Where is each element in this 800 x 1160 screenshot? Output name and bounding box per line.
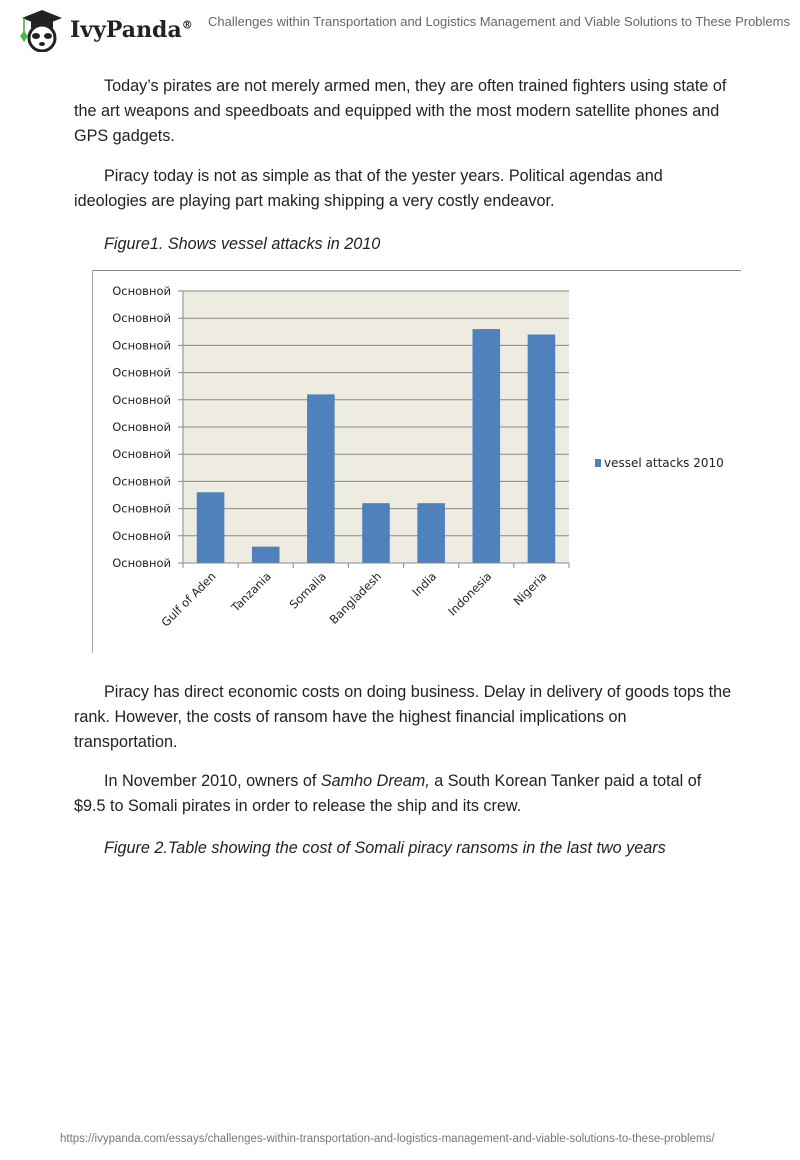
x-tick-label: Somalia [286,569,329,612]
paragraph [74,769,734,819]
ship-name: Samho Dream, [320,772,430,790]
y-tick-label: Основной [112,420,171,434]
chart-svg [93,271,741,653]
x-tick-label: Bangladesh [326,569,385,627]
document-title: Challenges within Transportation and Logistics Management and Viable Solutions to These Problems [208,14,790,29]
y-tick-label: Основной [112,474,171,489]
legend-swatch [595,459,601,467]
figure1-caption: Figure1. Shows vessel attacks in 2010 [104,235,381,253]
x-tick-label: Gulf of Aden [158,569,219,630]
x-tick-label: Nigeria [510,569,550,609]
paragraph: Today’s pirates are not merely armed men, they are often trained fighters using state of the art weapons and speedboats and equipped with the most modern satellite phones and GPS gadgets. [74,77,727,145]
bar [417,503,445,563]
bar [197,492,225,563]
bar [252,547,280,563]
y-tick-label: Основной [112,501,171,516]
bar [307,394,335,563]
panda-graduate-icon [18,8,64,52]
x-tick-label: Tanzania [228,569,274,615]
x-tick-label: India [409,569,440,600]
paragraph: Piracy today is not as simple as that of the yester years. Political agendas and ideologies are playing part making shipping a very costly endeavor. [74,167,663,210]
paragraph: Piracy has direct economic costs on doing business. Delay in delivery of goods tops the rank. However, the costs of ransom have the highest financial implications on transportation. [74,683,732,751]
paragraph-text: In November 2010, owners of [104,772,321,790]
bar [473,329,501,563]
y-tick-label: Основной [112,284,171,298]
y-tick-label: Основной [112,528,171,543]
footer-url[interactable]: https://ivypanda.com/essays/challenges-within-transportation-and-logistics-management-and-viable-solutions-to-these-problems/ [60,1133,715,1145]
registered-mark: ® [181,18,193,32]
x-tick-label: Indonesia [445,569,495,619]
paragraph-text: a South Korean Tanker paid a total of $9.5 to Somali pirates in order to release the ship and its crew. [74,772,702,815]
bar [362,503,390,563]
vessel-attacks-chart [92,270,741,653]
figure2-caption: Figure 2.Table showing the cost of Somali piracy ransoms in the last two years [104,839,666,857]
y-tick-label: Основной [112,338,171,353]
brand-name: IvyPanda [70,17,182,43]
ivypanda-logo[interactable] [18,8,193,52]
y-tick-label: Основной [112,365,171,380]
y-tick-label: Основной [112,447,171,462]
legend-label: vessel attacks 2010 [604,456,724,470]
y-tick-label: Основной [112,311,171,326]
y-tick-label: Основной [112,392,171,407]
y-tick-label: Основной [112,556,171,570]
bar [528,335,556,563]
